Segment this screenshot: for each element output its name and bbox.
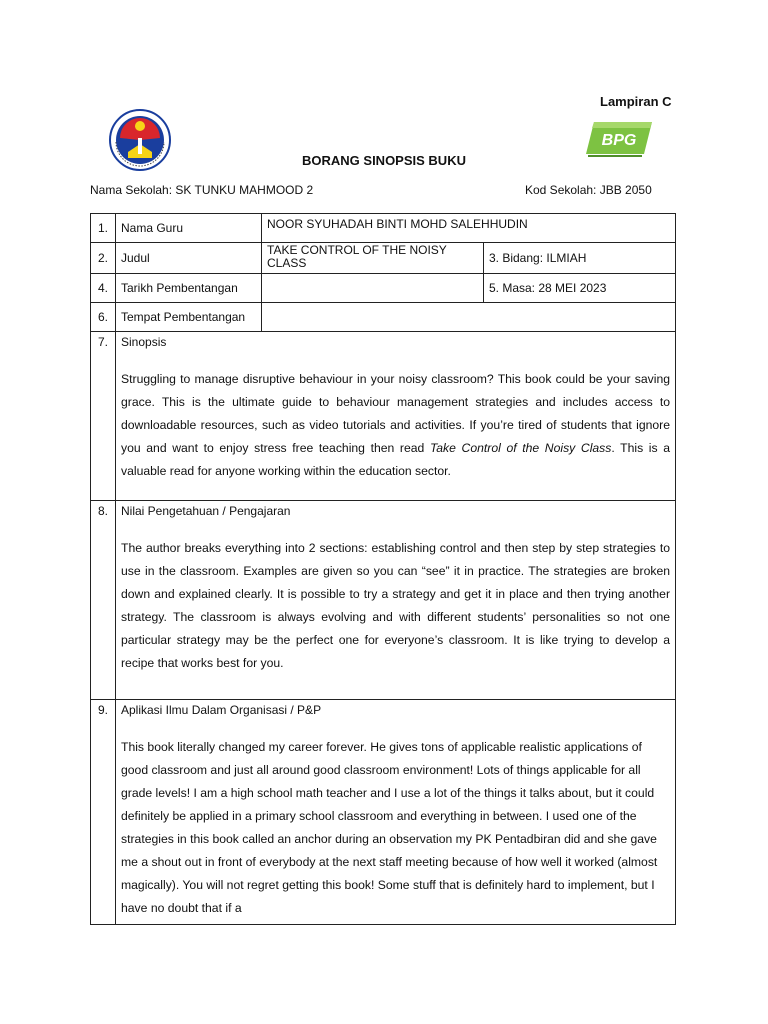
form-title: BORANG SINOPSIS BUKU [302, 153, 466, 168]
school-name: Nama Sekolah: SK TUNKU MAHMOOD 2 [90, 183, 314, 197]
label-aplikasi: Aplikasi Ilmu Dalam Organisasi / P&P [121, 703, 322, 717]
form-row-judul [91, 243, 676, 274]
form-row-aplikasi [91, 700, 676, 925]
nilai-text: The author breaks everything into 2 sections: establishing control and then step by step strategies to use in the classroom. Examples are given so you can “see” it in practice. The strategies are broken down and explained clearly. It is possible to try a strategy and get it in place and then trying another strategy. The classroom is always evolving and with different students’ personalities so not one particular strategy may be the perfect one for everyone’s classroom. It is like trying to develop a recipe that works best for you. [121, 541, 671, 670]
value-judul: TAKE CONTROL OF THE NOISY CLASS [262, 243, 484, 274]
lampiran-label: Lampiran C [600, 94, 672, 109]
sinopsis-text [121, 368, 670, 483]
label-nilai: Nilai Pengetahuan / Pengajaran [121, 504, 291, 518]
value-bidang: 3. Bidang: ILMIAH [484, 243, 676, 274]
form-row-tarikh [91, 274, 676, 303]
row-number: 2. [91, 243, 116, 274]
value-nama-guru: NOOR SYUHADAH BINTI MOHD SALEHHUDIN [262, 214, 676, 243]
row-number: 4. [91, 274, 116, 303]
value-masa: 5. Masa: 28 MEI 2023 [484, 274, 676, 303]
aplikasi-cell [116, 700, 676, 925]
row-number: 1. [91, 214, 116, 243]
label-judul: Judul [116, 243, 262, 274]
value-tarikh [262, 274, 484, 303]
form-row-tempat [91, 303, 676, 332]
book-title-italic: Take Control of the Noisy Class [429, 441, 612, 455]
label-nama-guru: Nama Guru [116, 214, 262, 243]
row-number: 9. [91, 700, 116, 925]
sinopsis-cell [116, 332, 676, 501]
sinopsis-text-part: Struggling to manage disruptive behaviour in your noisy classroom? This book could be your saving grace. This is the ultimate guide to behaviour management strategies and includes access to downloadable resources, such as video tutorials and activities. If you’re tired of students that ignore you and want to enjoy stress free teaching then read [121, 372, 671, 455]
aplikasi-content [121, 703, 670, 921]
form-row-sinopsis [91, 332, 676, 501]
label-tempat: Tempat Pembentangan [116, 303, 262, 332]
row-number: 6. [91, 303, 116, 332]
school-code: Kod Sekolah: JBB 2050 [525, 183, 652, 197]
sinopsis-text-part: . This is a valuable read for anyone working within the education sector. [121, 441, 671, 478]
form-row-nama-guru [91, 214, 676, 243]
label-tarikh: Tarikh Pembentangan [116, 274, 262, 303]
nilai-cell [116, 501, 676, 700]
label-sinopsis: Sinopsis [121, 335, 167, 349]
aplikasi-text: This book literally changed my career forever. He gives tons of applicable realistic applications of good classroom and just all around good classroom environment! Lots of things applicable for all grade levels! I am a high school math teacher and I use a lot of the things it talks about, but it could definitely be applied in a primary school classroom and everything in between. I used one of the strategies in this book called an anchor during an observation my PK Pentadbiran did and she gave me a shout out in front of everybody at the next staff meeting because of how well it worked (almost magically). You will not regret getting this book! Some stuff that is definitely hard to implement, but I have no doubt that if a [121, 740, 658, 915]
value-tempat [262, 303, 676, 332]
form-row-nilai [91, 501, 676, 700]
row-number: 8. [91, 501, 116, 700]
synopsis-form-table [90, 213, 676, 925]
row-number: 7. [91, 332, 116, 501]
bpg-logo-text: BPG [601, 132, 637, 149]
